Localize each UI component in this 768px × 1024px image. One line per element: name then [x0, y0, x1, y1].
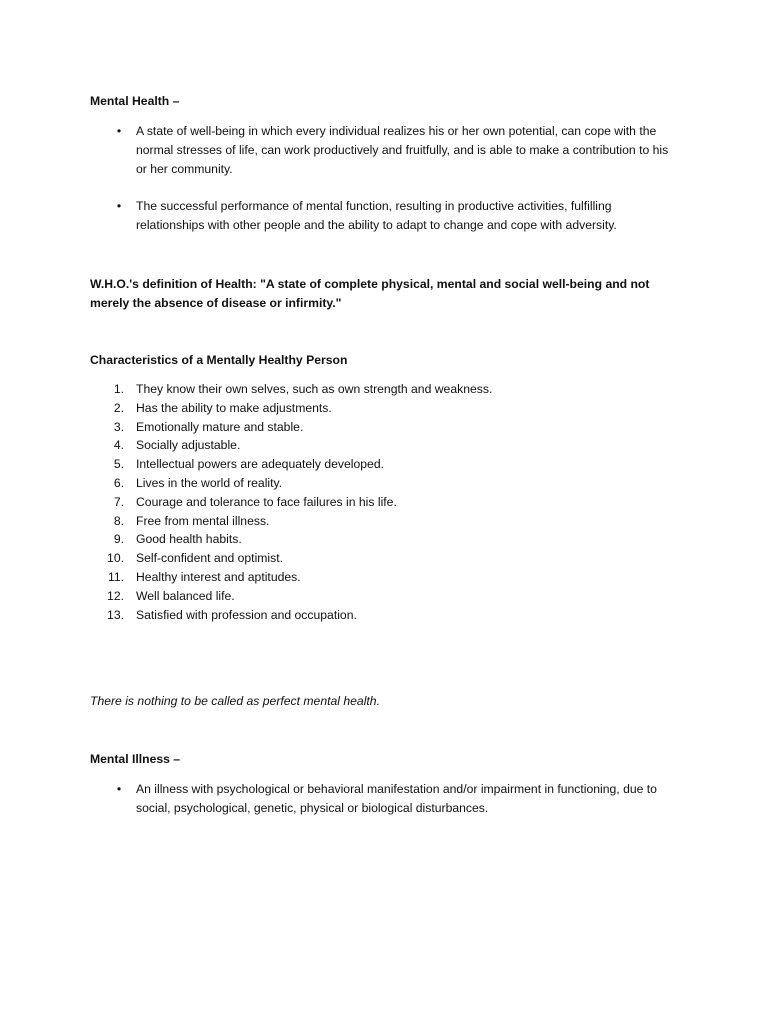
- list-number: 3.: [113, 419, 124, 434]
- list-item: [90, 568, 690, 587]
- list-number: 6.: [113, 475, 124, 490]
- list-item: [90, 399, 690, 418]
- bullet-text: The successful performance of mental function, resulting in productive activities, fulfilling relationships with other people and the ability to adapt to change and cope with adversity.: [136, 199, 617, 232]
- list-item: [90, 549, 690, 568]
- bullet-marker: •: [116, 124, 122, 138]
- list-text: Courage and tolerance to face failures in his life.: [136, 494, 397, 509]
- list-item: [90, 606, 690, 625]
- bullet-text: A state of well-being in which every individual realizes his or her own potential, can cope with the normal stresses of life, can work productively and fruitfully, and is able to make a contribution to his or her community.: [136, 124, 669, 176]
- list-text: They know their own selves, such as own strength and weakness.: [136, 382, 493, 396]
- list-text: Good health habits.: [136, 532, 242, 547]
- list-number: 4.: [113, 438, 124, 453]
- list-text: Satisfied with profession and occupation.: [136, 607, 357, 622]
- list-text: Self-confident and optimist.: [136, 551, 284, 566]
- list-item: [90, 530, 690, 549]
- bullet-text: An illness with psychological or behavioral manifestation and/or impairment in functioning, due to social, psychological, genetic, physical or biological disturbances.: [136, 782, 657, 815]
- list-text: Socially adjustable.: [136, 438, 241, 453]
- list-number: 1.: [113, 382, 124, 396]
- list-number: 13.: [107, 607, 124, 622]
- mental-illness-heading: Mental Illness –: [90, 752, 181, 766]
- bullet-marker: •: [116, 199, 122, 213]
- perfect-health-note: There is nothing to be called as perfect mental health.: [90, 694, 380, 708]
- list-text: Free from mental illness.: [136, 513, 270, 528]
- list-text: Well balanced life.: [136, 588, 235, 603]
- list-number: 5.: [113, 457, 124, 472]
- list-text: Emotionally mature and stable.: [136, 419, 304, 434]
- list-text: Intellectual powers are adequately developed.: [136, 457, 384, 472]
- list-text: Healthy interest and aptitudes.: [136, 569, 301, 584]
- list-item: [90, 493, 690, 512]
- characteristics-heading: Characteristics of a Mentally Healthy Person: [90, 353, 348, 367]
- list-number: 2.: [113, 400, 124, 415]
- list-number: 10.: [107, 551, 124, 566]
- bullet-marker: •: [116, 782, 122, 796]
- list-item: [90, 380, 690, 399]
- list-item: [90, 587, 690, 606]
- characteristics-list: [90, 380, 690, 624]
- list-item: [90, 512, 690, 531]
- list-text: Has the ability to make adjustments.: [136, 400, 332, 415]
- list-item: [90, 455, 690, 474]
- list-item: [90, 436, 690, 455]
- mental-health-heading: Mental Health –: [90, 94, 180, 108]
- list-number: 11.: [107, 569, 124, 584]
- list-item: [90, 418, 690, 437]
- list-number: 7.: [113, 494, 124, 509]
- list-number: 9.: [113, 532, 124, 547]
- list-number: 8.: [113, 513, 124, 528]
- list-number: 12.: [107, 588, 124, 603]
- list-text: Lives in the world of reality.: [136, 475, 283, 490]
- list-item: [90, 474, 690, 493]
- who-definition: W.H.O.'s definition of Health: "A state of complete physical, mental and social well-being and not merely the absence of disease or infirmity.": [90, 277, 650, 310]
